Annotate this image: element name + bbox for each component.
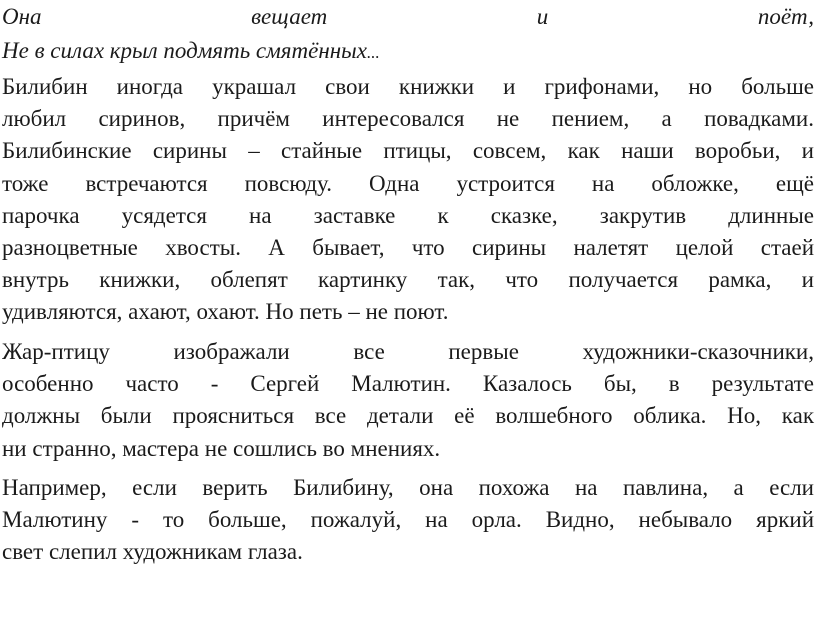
epigraph-line-2: [2, 36, 814, 66]
epigraph-word: поёт,: [757, 4, 814, 29]
text-line: ни странно, мастера не сошлись во мнениях.: [2, 435, 441, 461]
paragraph-2: [2, 336, 814, 465]
text-line: Например, если верить Билибину, она похожа на павлина, а если: [2, 475, 814, 500]
epigraph-word: и: [536, 4, 549, 29]
epigraph-ellipsis: ...: [366, 43, 380, 62]
epigraph-text: Не в силах крыл подмять смятённых: [2, 38, 367, 63]
document-page: [2, 0, 814, 565]
text-line: Билибин иногда украшал свои книжки и грифонами, но больше: [2, 74, 814, 99]
paragraph-1: [2, 71, 814, 329]
epigraph-word: вещает: [251, 4, 328, 29]
text-line: должны были проясниться все детали её волшебного облика. Но, как: [2, 403, 814, 429]
text-line: любил сиринов, причём интересовался не пением, а повадками.: [2, 106, 814, 132]
text-line: Жар-птицу изображали все первые художники-сказочники,: [2, 339, 814, 364]
text-line: тоже встречаются повсюду. Одна устроится на обложке, ещё: [2, 170, 814, 196]
epigraph: [2, 2, 814, 66]
text-line: Малютину - то больше, пожалуй, на орла. Видно, небывало яркий: [2, 507, 814, 533]
text-line: свет слепил художникам глаза.: [2, 539, 303, 565]
epigraph-word: Она: [2, 4, 42, 29]
text-line: особенно часто - Сергей Малютин. Казалось бы, в результате: [2, 371, 814, 397]
text-line: удивляются, ахают, охают. Но петь – не поют.: [2, 299, 449, 325]
paragraph-3: [2, 472, 814, 569]
text-line: внутрь книжки, облепят картинку так, что получается рамка, и: [2, 267, 814, 293]
text-line: Билибинские сирины – стайные птицы, совсем, как наши воробьи, и: [2, 138, 814, 164]
epigraph-line-1: [2, 2, 814, 32]
text-line: парочка усядется на заставке к сказке, закрутив длинные: [2, 202, 814, 228]
text-line: разноцветные хвосты. А бывает, что сирины налетят целой стаей: [2, 235, 814, 261]
